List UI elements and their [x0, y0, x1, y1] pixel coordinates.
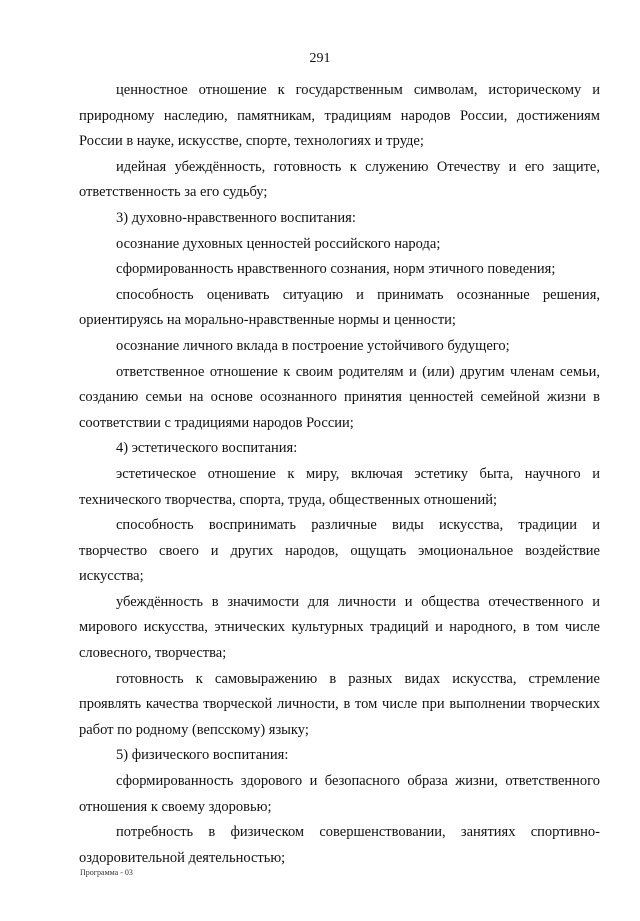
paragraph: способность оценивать ситуацию и принимать осознанные решения, ориентируясь на морально-нравственные нормы и ценности;	[79, 286, 600, 329]
paragraph: готовность к самовыражению в разных видах искусства, стремление проявлять качества творческой личности, в том числе при выполнении творческих работ по родному (вепсскому) языку;	[79, 670, 600, 738]
paragraph: потребность в физическом совершенствовании, занятиях спортивно-оздоровительной деятельностью;	[79, 824, 600, 866]
paragraph: ответственное отношение к своим родителям и (или) другим членам семьи, созданию семьи на основе осознанного принятия ценностей семейной жизни в соответствии с традициями народов России;	[79, 363, 600, 431]
section-heading: 3) духовно-нравственного воспитания:	[116, 209, 356, 226]
document-body	[79, 78, 600, 871]
paragraph: ценностное отношение к государственным символам, историческому и природному наследию, памятникам, традициям народов России, достижениям России в науке, искусстве, спорте, технологиях и труде;	[79, 82, 600, 150]
paragraph: эстетическое отношение к миру, включая эстетику быта, научного и технического творчества, спорта, труда, общественных отношений;	[79, 465, 600, 508]
paragraph: способность воспринимать различные виды искусства, традиции и творчество своего и других народов, ощущать эмоциональное воздействие искусства;	[79, 517, 600, 585]
page-number: 291	[309, 51, 331, 66]
paragraph: осознание личного вклада в построение устойчивого будущего;	[116, 337, 510, 354]
paragraph: идейная убеждённость, готовность к служению Отечеству и его защите, ответственность за его судьбу;	[79, 158, 600, 201]
section-heading: 4) эстетического воспитания:	[116, 440, 298, 457]
paragraph: убеждённость в значимости для личности и общества отечественного и мирового искусства, этнических культурных традиций и народного, в том числе словесного, творчества;	[79, 593, 600, 662]
page-footer: Программа - 03	[80, 868, 133, 877]
paragraph: сформированность нравственного сознания, норм этичного поведения;	[116, 261, 556, 278]
paragraph: сформированность здорового и безопасного образа жизни, ответственного отношения к своему здоровью;	[79, 773, 600, 815]
paragraph: осознание духовных ценностей российского народа;	[116, 235, 441, 252]
section-heading: 5) физического воспитания:	[116, 747, 289, 764]
